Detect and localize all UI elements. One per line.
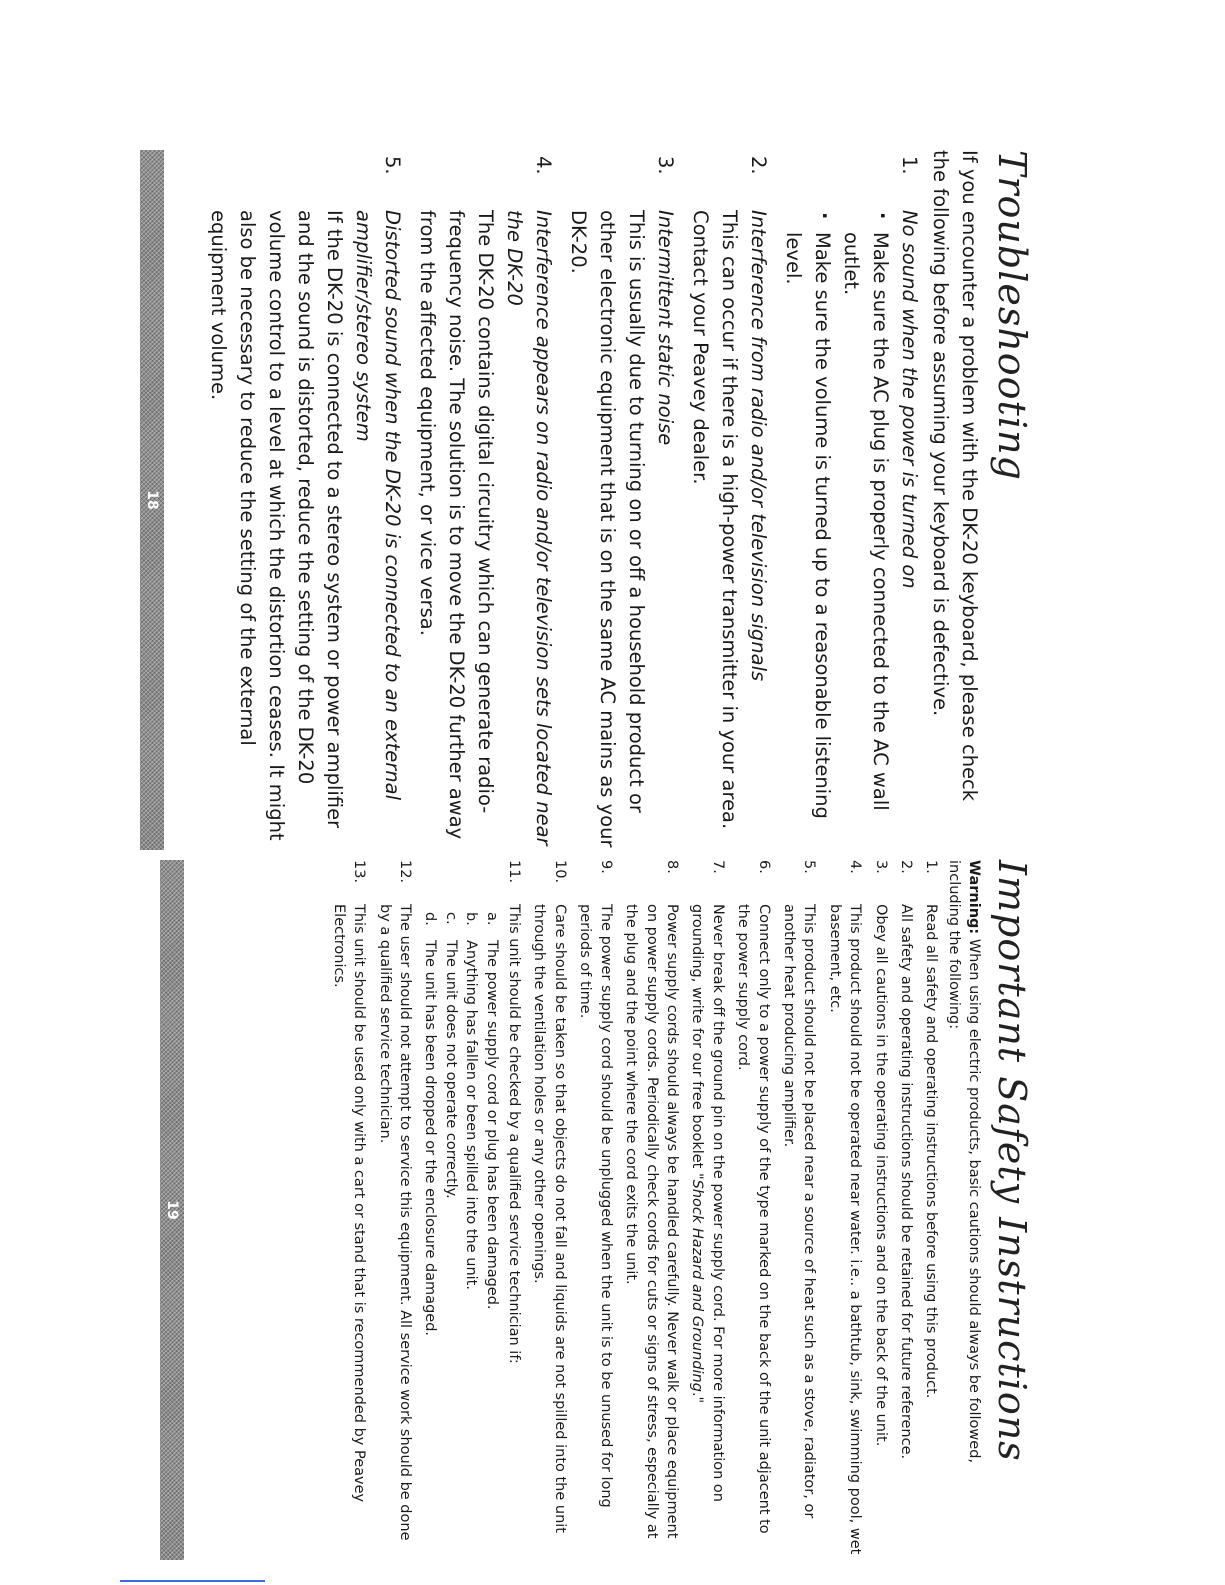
item-number: 11. [506,860,523,884]
warning-text: When using electric products, basic cautions should always be followed, including the following: [945,860,983,1464]
item-heading: Interference from radio and/or television signals [747,210,771,682]
sub-text: The unit does not operate correctly. [442,940,459,1199]
bullet-item: · Make sure the volume is turned up to a reasonable listening level. [779,210,837,850]
intro-paragraph: If you encounter a problem with the DK-20 keyboard, please check the following before assuming your keyboard is defective. [929,150,982,802]
item-number: 3. [872,860,889,874]
sub-letter: a. [483,912,500,926]
list-item [374,860,415,1560]
booklet-title: Shock Hazard and Grounding [689,1179,706,1392]
safety-instructions-page [160,860,1040,1560]
item-text-after: ." [689,1391,706,1404]
item-body: This can occur if there is a high-power transmitter in your area. Contact your Peavey dealer. [689,210,742,830]
list-item [779,150,924,850]
list-item [686,150,773,850]
list-item [529,860,570,1560]
item-number: 4. [532,156,556,175]
troubleshooting-body [204,150,984,850]
page-title: Important Safety Instructions [990,860,1034,1462]
item-number: 12. [397,860,414,884]
list-item [621,860,682,1560]
item-body: The DK-20 contains digital circuitry which can generate radio-frequency noise. The solution is to move the DK-20 further away from the affected equipment, or vice versa. [416,210,498,840]
item-text: The user should not attempt to service this equipment. All service work should be done by a qualified service technician. [376,904,414,1541]
item-number: 7. [709,860,726,874]
item-number: 5. [381,156,405,175]
list-item [413,150,558,850]
sub-text: The power supply cord or plug has been damaged. [483,940,500,1310]
bullet-item: · Make sure the AC plug is properly connected to the AC wall outlet. [837,210,895,850]
item-heading: Interference appears on radio and/or television sets located near the DK-20 [503,210,556,846]
item-number: 8. [663,860,680,874]
item-text: Read all safety and operating instructions before using this product. [923,904,940,1399]
list-item [575,860,616,1560]
item-number: 4. [847,860,864,874]
item-text: Care should be taken so that objects do not fall and liquids are not spilled into the unit through the ventilation holes or any other openings. [531,904,568,1533]
list-item [896,860,916,1560]
sub-text: The unit has been dropped or the enclosure damaged. [422,940,439,1337]
page-footer-bar [160,860,184,1560]
selection-tab-indicator [120,1580,265,1582]
list-item [824,860,865,1560]
warning-paragraph [943,860,984,1560]
list-item [687,860,728,1560]
list-item [733,860,774,1560]
item-heading: No sound when the power is turned on [898,210,922,589]
list-item [779,860,820,1560]
safety-list [328,860,941,1560]
sub-list [420,904,502,1560]
sub-letter: b. [463,912,480,926]
item-text: Power supply cords should always be handled carefully. Never walk or place equipment on power supply cords. Periodically check cords for cuts or signs of stress, especially at the plug and the point where the cord exits the unit. [623,904,680,1539]
item-heading: Distorted sound when the DK-20 is connected to an external amplifier/stereo system [352,210,405,801]
item-number: 5. [801,860,818,874]
list-item [870,860,890,1560]
sub-text: Anything has fallen or been spilled into the unit. [463,940,480,1290]
item-text: This unit should be used only with a cart or stand that is recommended by Peavey Electronics. [330,904,368,1503]
item-body: If the DK-20 is connected to a stereo system or power amplifier and the sound is distorted, reduce the setting of the DK-20 volume control to a level at which the distortion ceases. It might also be necessary to reduce the setting of the external equipment volume. [207,210,347,841]
item-number: 10. [551,860,568,884]
list-item [921,860,941,1560]
troubleshooting-list [204,150,924,850]
item-heading: Intermittent static noise [654,210,678,446]
troubleshooting-page [140,150,1040,850]
item-number: 2. [747,156,771,175]
item-body: This is usually due to turning on or off a household product or other electronic equipment that is on the same AC mains as your DK-20. [567,210,649,848]
item-text: This unit should be checked by a qualified service technician if: [506,904,523,1364]
sub-item [420,904,440,1560]
sub-item [481,904,501,1560]
list-item [420,860,524,1560]
item-text: The power supply cord should be unplugged when the unit is to be unused for long periods of time. [577,904,614,1508]
item-text: All safety and operating instructions should be retained for future reference. [897,904,914,1460]
warning-label: Warning: [966,860,983,935]
page-number: 19 [164,1200,180,1220]
item-number: 3. [654,156,678,175]
item-number: 1. [923,860,940,874]
item-text: Connect only to a power supply of the type marked on the back of the unit adjacent to the power supply cord. [735,904,772,1534]
safety-body [328,860,984,1560]
item-number: 6. [755,860,772,874]
page-title: Troubleshooting [990,150,1034,481]
list-item [204,150,407,850]
item-number: 2. [897,860,914,874]
item-text: Never break off the ground pin on the power supply cord. For more information on grounding, write for our free booklet " [689,904,726,1502]
item-number: 9. [597,860,614,874]
item-text: This product should not be operated near water. i.e.. a bathtub, sink, swimming pool, wet basement, etc. [826,904,864,1555]
sub-item [461,904,481,1560]
sub-item [440,904,460,1560]
sub-letter: c. [442,912,459,925]
item-number: 13. [351,860,368,884]
page-footer-bar [140,150,164,850]
page-number: 18 [144,490,160,510]
item-text: This product should not be placed near a source of heat such as a stove, radiator, or another heat producing amplifier. [780,904,818,1519]
sub-letter: d. [422,912,439,926]
item-number: 1. [898,156,922,175]
list-item [564,150,680,850]
bullet-list [779,210,895,850]
item-text: Obey all cautions in the operating instructions and on the back of the unit. [872,904,889,1447]
list-item [328,860,369,1560]
